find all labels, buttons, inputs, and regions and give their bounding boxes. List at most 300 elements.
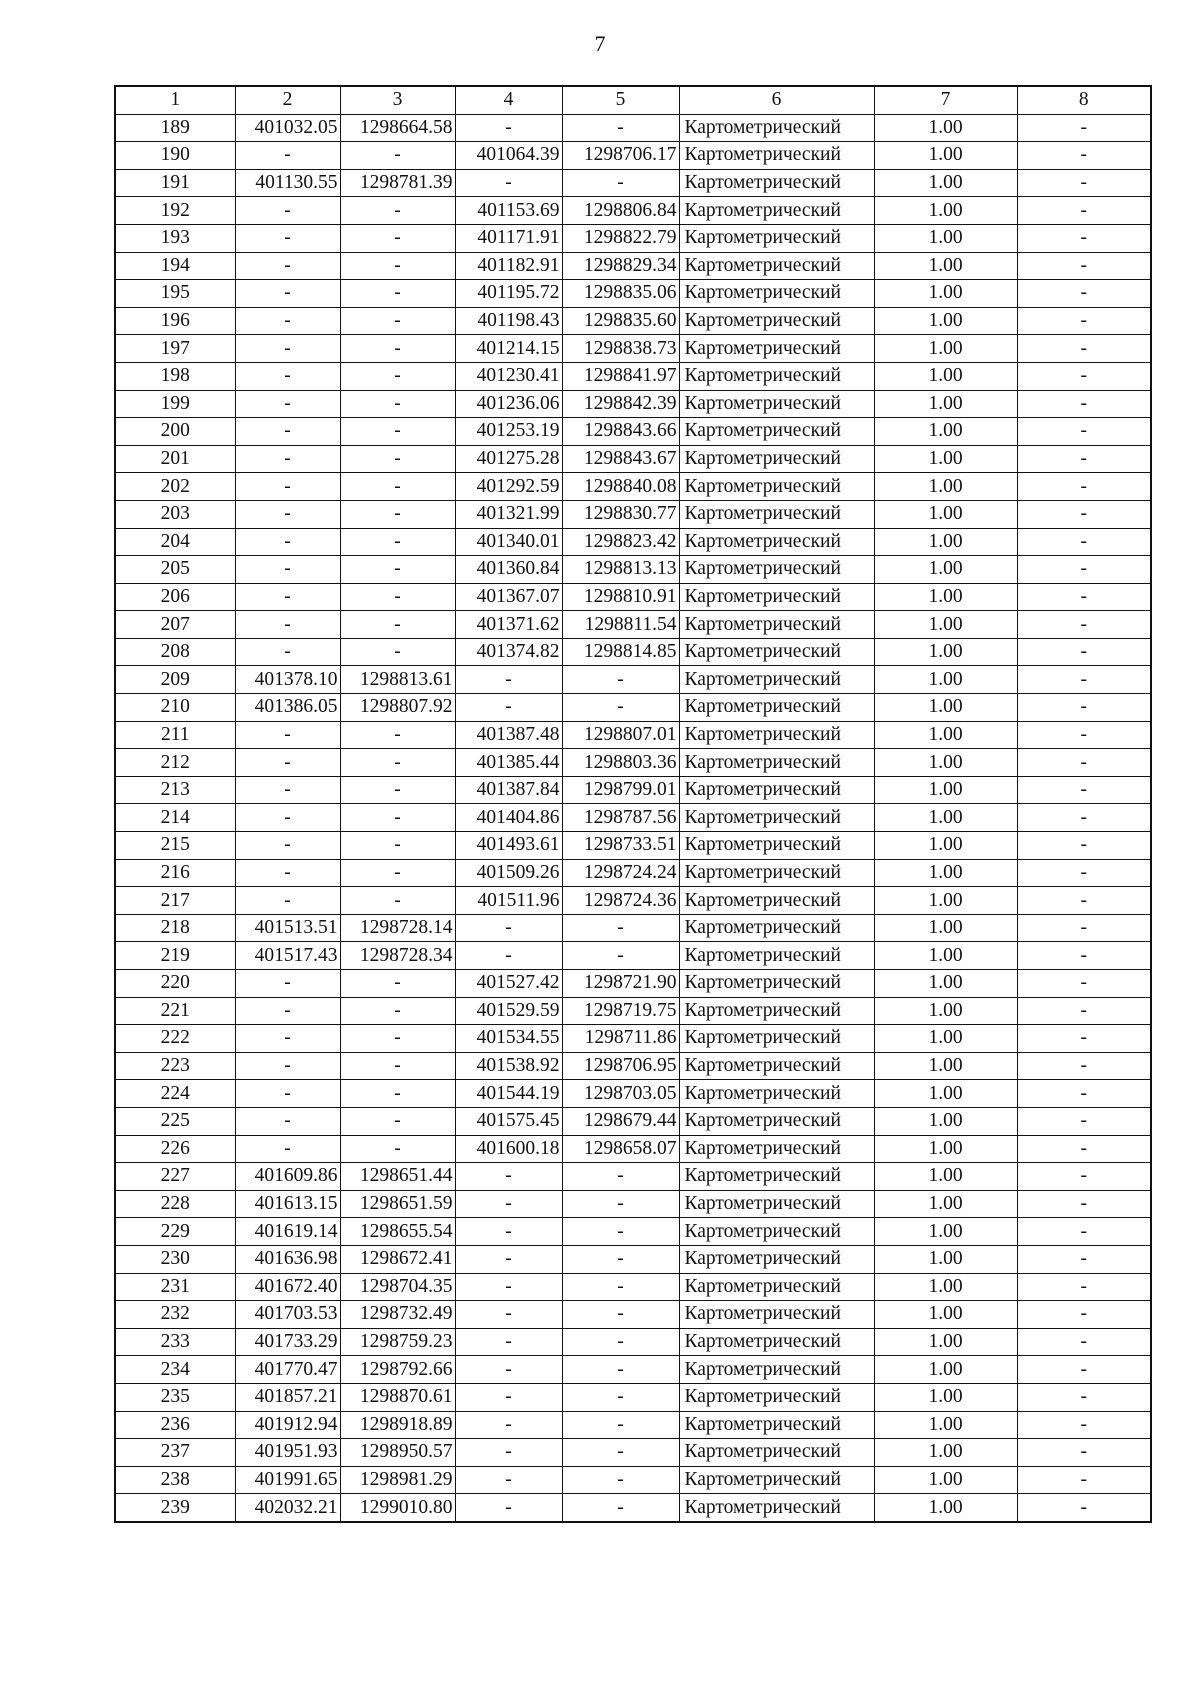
point-number-cell: 218 [115,914,235,942]
accuracy-cell: 1.00 [874,721,1017,749]
note-cell: - [1017,1190,1151,1218]
accuracy-cell: 1.00 [874,1135,1017,1163]
note-cell: - [1017,142,1151,170]
table-row [115,721,1151,749]
column-header-5: 5 [562,86,679,114]
table-row [115,307,1151,335]
method-cell: Картометрический [679,611,874,639]
point-number-cell: 196 [115,307,235,335]
table-row [115,1301,1151,1329]
y-coord-cell: - [340,804,455,832]
column-header-6: 6 [679,86,874,114]
method-cell: Картометрический [679,1328,874,1356]
note-cell: - [1017,1135,1151,1163]
x-coord-cell: - [235,390,340,418]
x-coord-cell: - [235,556,340,584]
x-coord-alt-cell: 401374.82 [455,638,562,666]
accuracy-cell: 1.00 [874,859,1017,887]
y-coord-alt-cell: 1298724.36 [562,887,679,915]
y-coord-cell: - [340,445,455,473]
x-coord-alt-cell: - [455,1328,562,1356]
x-coord-alt-cell: 401575.45 [455,1107,562,1135]
y-coord-cell: - [340,1135,455,1163]
method-cell: Картометрический [679,638,874,666]
method-cell: Картометрический [679,1494,874,1522]
x-coord-cell: - [235,197,340,225]
point-number-cell: 226 [115,1135,235,1163]
table-row [115,335,1151,363]
coordinates-table-container [114,85,1150,1523]
y-coord-cell: - [340,721,455,749]
x-coord-alt-cell: - [455,914,562,942]
table-row [115,197,1151,225]
y-coord-cell: - [340,776,455,804]
point-number-cell: 213 [115,776,235,804]
y-coord-alt-cell: 1298806.84 [562,197,679,225]
x-coord-cell: - [235,776,340,804]
x-coord-cell: - [235,1107,340,1135]
x-coord-alt-cell: 401600.18 [455,1135,562,1163]
method-cell: Картометрический [679,224,874,252]
accuracy-cell: 1.00 [874,1245,1017,1273]
x-coord-cell: 401912.94 [235,1411,340,1439]
table-row [115,473,1151,501]
y-coord-alt-cell: 1298835.06 [562,280,679,308]
note-cell: - [1017,1273,1151,1301]
table-row [115,638,1151,666]
accuracy-cell: 1.00 [874,1025,1017,1053]
x-coord-cell: 401636.98 [235,1245,340,1273]
y-coord-cell: 1298664.58 [340,114,455,142]
point-number-cell: 215 [115,832,235,860]
table-row [115,362,1151,390]
x-coord-alt-cell: 401385.44 [455,749,562,777]
y-coord-alt-cell: 1298823.42 [562,528,679,556]
method-cell: Картометрический [679,390,874,418]
note-cell: - [1017,224,1151,252]
table-row [115,1494,1151,1522]
table-row [115,1025,1151,1053]
coordinates-table [114,85,1152,1523]
y-coord-cell: 1298807.92 [340,694,455,722]
y-coord-alt-cell: 1298679.44 [562,1107,679,1135]
y-coord-alt-cell: 1298724.24 [562,859,679,887]
y-coord-cell: - [340,611,455,639]
y-coord-cell: 1298704.35 [340,1273,455,1301]
accuracy-cell: 1.00 [874,280,1017,308]
x-coord-cell: 401386.05 [235,694,340,722]
table-row [115,500,1151,528]
note-cell: - [1017,1301,1151,1329]
x-coord-alt-cell: - [455,1190,562,1218]
method-cell: Картометрический [679,1135,874,1163]
y-coord-alt-cell: - [562,114,679,142]
method-cell: Картометрический [679,169,874,197]
x-coord-alt-cell: 401511.96 [455,887,562,915]
x-coord-alt-cell: 401534.55 [455,1025,562,1053]
method-cell: Картометрический [679,997,874,1025]
x-coord-alt-cell: - [455,1301,562,1329]
y-coord-alt-cell: 1298803.36 [562,749,679,777]
table-row [115,694,1151,722]
accuracy-cell: 1.00 [874,1383,1017,1411]
note-cell: - [1017,997,1151,1025]
accuracy-cell: 1.00 [874,583,1017,611]
x-coord-cell: 401378.10 [235,666,340,694]
note-cell: - [1017,114,1151,142]
accuracy-cell: 1.00 [874,1411,1017,1439]
table-row [115,528,1151,556]
y-coord-alt-cell: - [562,1494,679,1522]
y-coord-alt-cell: - [562,666,679,694]
table-row [115,169,1151,197]
x-coord-alt-cell: 401371.62 [455,611,562,639]
method-cell: Картометрический [679,804,874,832]
x-coord-alt-cell: 401292.59 [455,473,562,501]
y-coord-cell: - [340,859,455,887]
y-coord-cell: 1298651.44 [340,1163,455,1191]
point-number-cell: 234 [115,1356,235,1384]
y-coord-alt-cell: 1298706.17 [562,142,679,170]
note-cell: - [1017,1080,1151,1108]
x-coord-cell: 401733.29 [235,1328,340,1356]
point-number-cell: 221 [115,997,235,1025]
table-row [115,914,1151,942]
x-coord-alt-cell: - [455,1163,562,1191]
y-coord-cell: - [340,362,455,390]
x-coord-alt-cell: 401253.19 [455,418,562,446]
x-coord-alt-cell: 401527.42 [455,970,562,998]
x-coord-cell: - [235,224,340,252]
y-coord-alt-cell: - [562,1466,679,1494]
y-coord-alt-cell: - [562,914,679,942]
accuracy-cell: 1.00 [874,832,1017,860]
table-row [115,418,1151,446]
y-coord-alt-cell: - [562,694,679,722]
x-coord-alt-cell: 401236.06 [455,390,562,418]
note-cell: - [1017,335,1151,363]
table-row [115,1052,1151,1080]
point-number-cell: 202 [115,473,235,501]
x-coord-alt-cell: 401544.19 [455,1080,562,1108]
y-coord-alt-cell: 1298658.07 [562,1135,679,1163]
x-coord-alt-cell: 401387.48 [455,721,562,749]
point-number-cell: 197 [115,335,235,363]
method-cell: Картометрический [679,252,874,280]
x-coord-cell: - [235,418,340,446]
method-cell: Картометрический [679,887,874,915]
column-header-1: 1 [115,86,235,114]
x-coord-alt-cell: 401198.43 [455,307,562,335]
y-coord-cell: - [340,335,455,363]
accuracy-cell: 1.00 [874,694,1017,722]
x-coord-cell: - [235,142,340,170]
accuracy-cell: 1.00 [874,1273,1017,1301]
accuracy-cell: 1.00 [874,142,1017,170]
point-number-cell: 217 [115,887,235,915]
point-number-cell: 194 [115,252,235,280]
y-coord-cell: 1298759.23 [340,1328,455,1356]
note-cell: - [1017,832,1151,860]
y-coord-cell: - [340,638,455,666]
method-cell: Картометрический [679,500,874,528]
point-number-cell: 232 [115,1301,235,1329]
table-row [115,1411,1151,1439]
table-row [115,445,1151,473]
accuracy-cell: 1.00 [874,1052,1017,1080]
table-row [115,804,1151,832]
accuracy-cell: 1.00 [874,749,1017,777]
accuracy-cell: 1.00 [874,1301,1017,1329]
accuracy-cell: 1.00 [874,500,1017,528]
page-number: 7 [594,31,606,56]
x-coord-alt-cell: 401340.01 [455,528,562,556]
table-row [115,887,1151,915]
x-coord-alt-cell: 401493.61 [455,832,562,860]
table-row [115,142,1151,170]
point-number-cell: 230 [115,1245,235,1273]
x-coord-cell: - [235,611,340,639]
y-coord-cell: 1298950.57 [340,1439,455,1467]
y-coord-alt-cell: - [562,1301,679,1329]
note-cell: - [1017,390,1151,418]
y-coord-alt-cell: 1298822.79 [562,224,679,252]
table-row [115,611,1151,639]
y-coord-alt-cell: 1298838.73 [562,335,679,363]
table-row [115,1356,1151,1384]
point-number-cell: 219 [115,942,235,970]
method-cell: Картометрический [679,776,874,804]
accuracy-cell: 1.00 [874,1439,1017,1467]
accuracy-cell: 1.00 [874,970,1017,998]
accuracy-cell: 1.00 [874,473,1017,501]
y-coord-cell: - [340,1052,455,1080]
y-coord-cell: - [340,390,455,418]
x-coord-cell: 401703.53 [235,1301,340,1329]
method-cell: Картометрический [679,942,874,970]
y-coord-cell: 1298870.61 [340,1383,455,1411]
x-coord-alt-cell: 401404.86 [455,804,562,832]
y-coord-cell: 1298981.29 [340,1466,455,1494]
x-coord-cell: 401857.21 [235,1383,340,1411]
x-coord-cell: - [235,721,340,749]
y-coord-alt-cell: 1298842.39 [562,390,679,418]
note-cell: - [1017,280,1151,308]
column-header-8: 8 [1017,86,1151,114]
y-coord-cell: - [340,749,455,777]
note-cell: - [1017,307,1151,335]
point-number-cell: 227 [115,1163,235,1191]
x-coord-cell: 401032.05 [235,114,340,142]
y-coord-alt-cell: 1298843.66 [562,418,679,446]
point-number-cell: 223 [115,1052,235,1080]
table-row [115,1383,1151,1411]
y-coord-cell: - [340,1025,455,1053]
method-cell: Картометрический [679,1356,874,1384]
accuracy-cell: 1.00 [874,776,1017,804]
accuracy-cell: 1.00 [874,1190,1017,1218]
method-cell: Картометрический [679,142,874,170]
method-cell: Картометрический [679,556,874,584]
x-coord-cell: 401613.15 [235,1190,340,1218]
table-body [115,114,1151,1522]
y-coord-alt-cell: 1298711.86 [562,1025,679,1053]
point-number-cell: 211 [115,721,235,749]
x-coord-alt-cell: - [455,1273,562,1301]
x-coord-cell: 401770.47 [235,1356,340,1384]
accuracy-cell: 1.00 [874,638,1017,666]
x-coord-cell: - [235,583,340,611]
table-row [115,859,1151,887]
y-coord-cell: 1298781.39 [340,169,455,197]
note-cell: - [1017,445,1151,473]
accuracy-cell: 1.00 [874,335,1017,363]
y-coord-cell: - [340,418,455,446]
point-number-cell: 239 [115,1494,235,1522]
note-cell: - [1017,500,1151,528]
y-coord-alt-cell: 1298703.05 [562,1080,679,1108]
note-cell: - [1017,473,1151,501]
x-coord-cell: - [235,887,340,915]
x-coord-alt-cell: - [455,694,562,722]
point-number-cell: 205 [115,556,235,584]
method-cell: Картометрический [679,914,874,942]
x-coord-cell: 401513.51 [235,914,340,942]
point-number-cell: 233 [115,1328,235,1356]
y-coord-alt-cell: 1298830.77 [562,500,679,528]
note-cell: - [1017,1107,1151,1135]
table-row [115,1328,1151,1356]
x-coord-cell: 401991.65 [235,1466,340,1494]
x-coord-alt-cell: 401195.72 [455,280,562,308]
method-cell: Картометрический [679,1025,874,1053]
y-coord-cell: 1298728.14 [340,914,455,942]
x-coord-alt-cell: 401153.69 [455,197,562,225]
y-coord-cell: - [340,556,455,584]
accuracy-cell: 1.00 [874,611,1017,639]
method-cell: Картометрический [679,307,874,335]
table-row [115,749,1151,777]
y-coord-cell: 1298672.41 [340,1245,455,1273]
note-cell: - [1017,1245,1151,1273]
x-coord-alt-cell: - [455,1218,562,1246]
method-cell: Картометрический [679,1466,874,1494]
accuracy-cell: 1.00 [874,197,1017,225]
note-cell: - [1017,1439,1151,1467]
x-coord-alt-cell: 401230.41 [455,362,562,390]
x-coord-cell: - [235,804,340,832]
method-cell: Картометрический [679,1411,874,1439]
y-coord-alt-cell: 1298721.90 [562,970,679,998]
y-coord-alt-cell: 1298787.56 [562,804,679,832]
point-number-cell: 195 [115,280,235,308]
y-coord-alt-cell: 1298810.91 [562,583,679,611]
y-coord-alt-cell: - [562,1190,679,1218]
x-coord-alt-cell: 401509.26 [455,859,562,887]
point-number-cell: 193 [115,224,235,252]
y-coord-cell: - [340,832,455,860]
y-coord-cell: 1298792.66 [340,1356,455,1384]
x-coord-alt-cell: 401275.28 [455,445,562,473]
table-row [115,114,1151,142]
note-cell: - [1017,721,1151,749]
method-cell: Картометрический [679,1190,874,1218]
x-coord-cell: - [235,749,340,777]
method-cell: Картометрический [679,1052,874,1080]
table-row [115,970,1151,998]
accuracy-cell: 1.00 [874,307,1017,335]
note-cell: - [1017,611,1151,639]
x-coord-cell: - [235,252,340,280]
accuracy-cell: 1.00 [874,1163,1017,1191]
method-cell: Картометрический [679,666,874,694]
header-row [115,86,1151,114]
accuracy-cell: 1.00 [874,1218,1017,1246]
method-cell: Картометрический [679,1080,874,1108]
x-coord-cell: - [235,500,340,528]
y-coord-cell: - [340,252,455,280]
x-coord-cell: - [235,832,340,860]
table-row [115,1135,1151,1163]
accuracy-cell: 1.00 [874,362,1017,390]
method-cell: Картометрический [679,1107,874,1135]
method-cell: Картометрический [679,1439,874,1467]
point-number-cell: 207 [115,611,235,639]
point-number-cell: 189 [115,114,235,142]
x-coord-cell: - [235,859,340,887]
accuracy-cell: 1.00 [874,556,1017,584]
point-number-cell: 220 [115,970,235,998]
x-coord-alt-cell: 401387.84 [455,776,562,804]
note-cell: - [1017,887,1151,915]
accuracy-cell: 1.00 [874,114,1017,142]
y-coord-cell: - [340,142,455,170]
y-coord-alt-cell: 1298841.97 [562,362,679,390]
y-coord-alt-cell: 1298814.85 [562,638,679,666]
x-coord-alt-cell: 401064.39 [455,142,562,170]
y-coord-alt-cell: 1298811.54 [562,611,679,639]
note-cell: - [1017,859,1151,887]
y-coord-cell: - [340,280,455,308]
y-coord-alt-cell: - [562,942,679,970]
table-row [115,1080,1151,1108]
column-header-2: 2 [235,86,340,114]
method-cell: Картометрический [679,1301,874,1329]
x-coord-cell: - [235,1025,340,1053]
x-coord-cell: - [235,1135,340,1163]
x-coord-alt-cell: 401367.07 [455,583,562,611]
table-row [115,556,1151,584]
note-cell: - [1017,970,1151,998]
note-cell: - [1017,252,1151,280]
note-cell: - [1017,556,1151,584]
y-coord-alt-cell: 1298706.95 [562,1052,679,1080]
table-row [115,583,1151,611]
x-coord-alt-cell: 401529.59 [455,997,562,1025]
x-coord-cell: - [235,1052,340,1080]
x-coord-cell: - [235,307,340,335]
method-cell: Картометрический [679,418,874,446]
y-coord-cell: 1298651.59 [340,1190,455,1218]
method-cell: Картометрический [679,749,874,777]
point-number-cell: 198 [115,362,235,390]
column-header-3: 3 [340,86,455,114]
x-coord-cell: 401130.55 [235,169,340,197]
method-cell: Картометрический [679,1163,874,1191]
accuracy-cell: 1.00 [874,804,1017,832]
table-row [115,1163,1151,1191]
y-coord-cell: - [340,197,455,225]
